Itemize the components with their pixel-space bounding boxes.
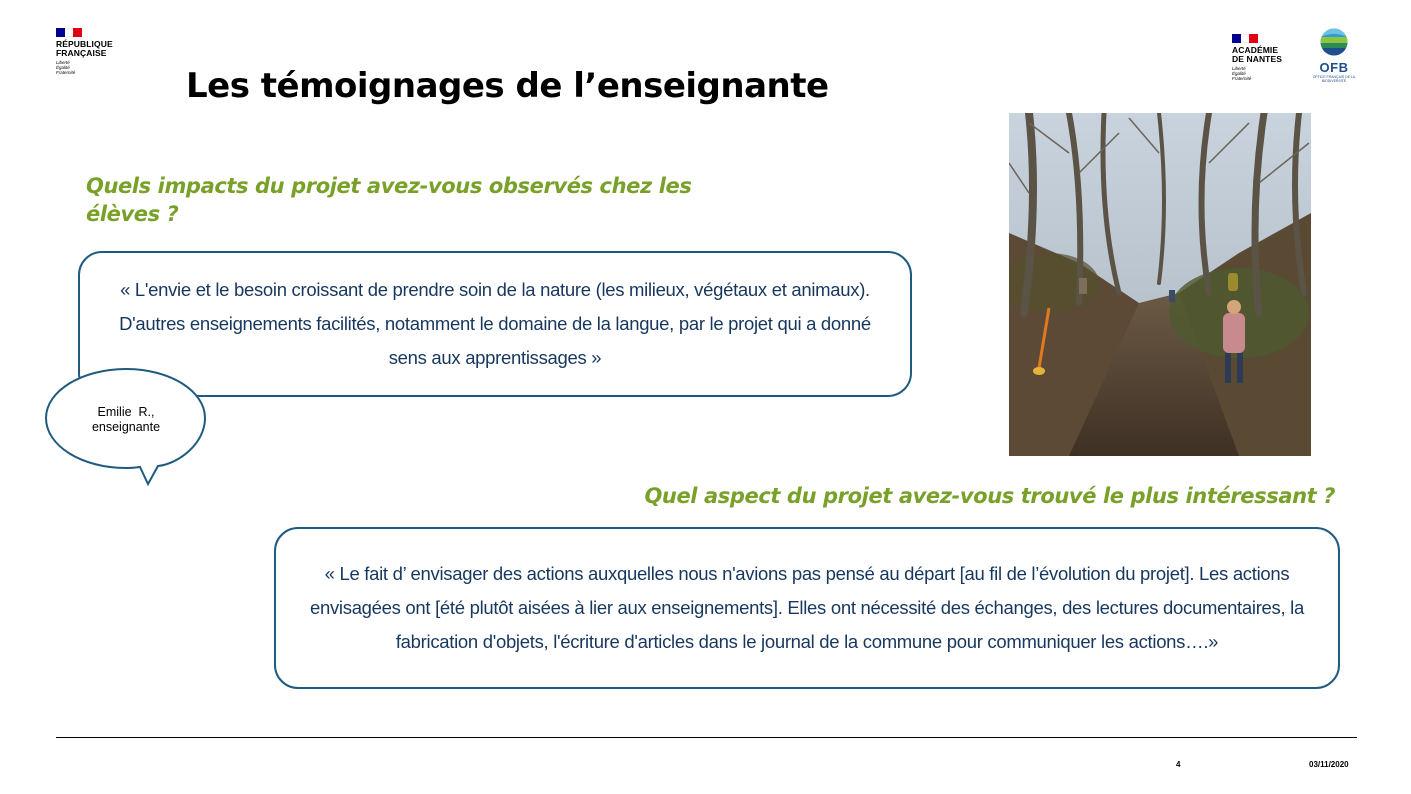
answer-2-box xyxy=(274,527,1340,689)
academie-motto-3: Fraternité xyxy=(1232,76,1252,81)
academie-motto-1: Liberté xyxy=(1232,66,1246,71)
academie-line2: DE NANTES xyxy=(1232,54,1283,64)
republique-francaise-logo xyxy=(56,28,136,75)
french-flag-icon xyxy=(1232,34,1258,43)
speaker-name: Emilie R., xyxy=(97,405,155,419)
footer-divider xyxy=(56,737,1357,738)
answer-2-text: « Le fait d’ envisager des actions auxquelles nous n'avions pas pensé au départ [au fil de l’évolution du projet]. Les actions envisagées ont [été plutôt aisées à lier aux enseignements]. Elles ont nécessité des échanges, des lectures documentaires, la fabrication d'objets, l'écriture d'articles dans le journal de la commune pour communiquer les actions….» xyxy=(310,563,1304,652)
ofb-subtitle: OFFICE FRANÇAIS DE LA BIODIVERSITÉ xyxy=(1312,75,1356,83)
academie-motto-2: Égalité xyxy=(1232,71,1246,76)
speaker-role: enseignante xyxy=(91,420,161,434)
answer-1-text: « L'envie et le besoin croissant de prendre soin de la nature (les milieux, végétaux et animaux). D'autres enseignements facilités, notamment le domaine de la langue, par le projet qui a donné sens aux apprentissages » xyxy=(119,279,871,368)
page-number: 4 xyxy=(1176,760,1181,769)
footer-date: 03/11/2020 xyxy=(1309,760,1349,769)
question-1: Quels impacts du projet avez-vous observés chez les élèves ? xyxy=(86,174,692,226)
rf-motto-3: Fraternité xyxy=(56,70,76,75)
forest-path-photo xyxy=(1009,113,1311,456)
ofb-logo xyxy=(1312,28,1356,83)
question-2: Quel aspect du projet avez-vous trouvé le plus intéressant ? xyxy=(644,484,1335,508)
speaker-caption xyxy=(70,405,182,435)
ofb-emblem-icon xyxy=(1320,28,1348,56)
academie-line1: ACADÉMIE xyxy=(1232,45,1279,55)
slide-title: Les témoignages de l’enseignante xyxy=(186,66,829,106)
ofb-name: OFB xyxy=(1319,60,1349,75)
academie-nantes-logo xyxy=(1232,34,1308,81)
rf-line2: FRANÇAISE xyxy=(56,48,107,58)
rf-line1: RÉPUBLIQUE xyxy=(56,39,113,49)
french-flag-icon xyxy=(56,28,82,37)
rf-motto-2: Égalité xyxy=(56,65,70,70)
rf-motto-1: Liberté xyxy=(56,60,70,65)
